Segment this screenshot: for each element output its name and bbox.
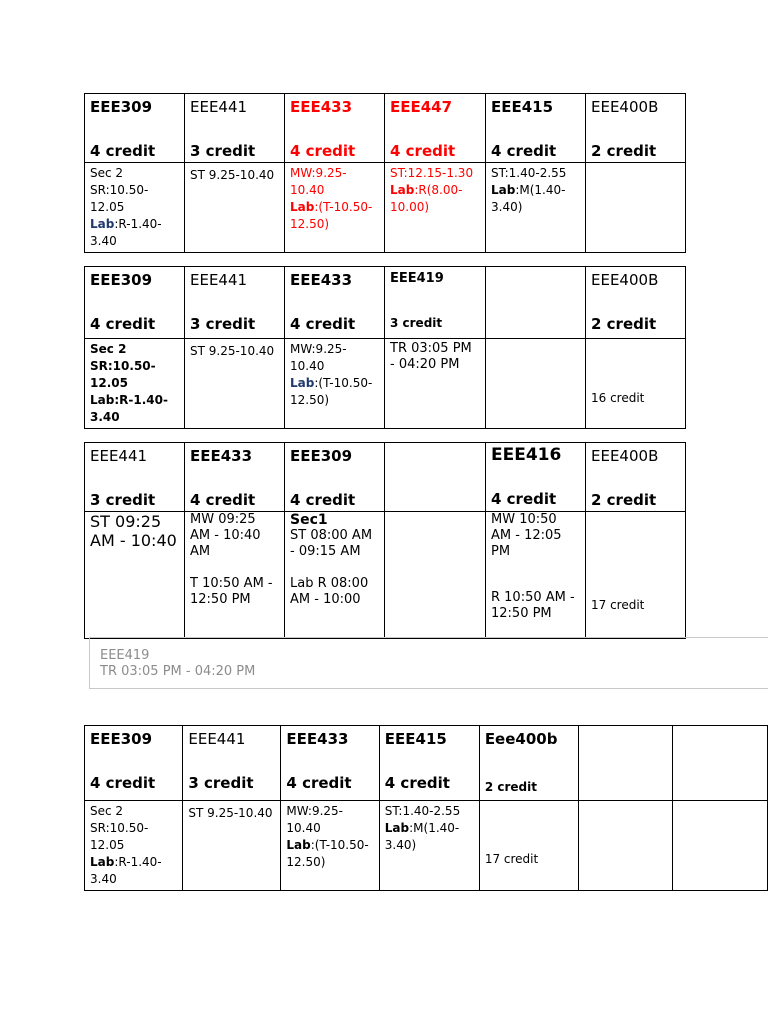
table-header-row [85,726,768,801]
course-credit: 4 credit [290,491,356,509]
schedule-cell [285,512,385,639]
course-code: EEE309 [90,271,153,289]
note-course-time: TR 03:05 PM - 04:20 PM [100,664,256,679]
lab-label: Lab [90,217,115,231]
lab-label: Lab [491,183,516,197]
course-header-cell [673,726,768,801]
lab-time: Lab R 08:00 [290,576,369,591]
lab-time: R 10:50 AM - [491,590,575,605]
schedule-cell [385,512,486,639]
lab-time-end: 12.50) [286,855,326,869]
class-time: MW:9.25- [290,166,347,180]
total-credit: 16 credit [591,391,645,405]
lab-time-end: 3.40 [90,410,120,424]
table-body-row [85,801,768,891]
course-code: EEE433 [290,98,353,116]
course-credit: 4 credit [90,774,156,792]
lab-time: :R-1.40- [114,855,162,869]
class-time-end: 10.40 [290,359,325,373]
course-credit: 3 credit [390,316,443,330]
course-credit: 3 credit [188,774,254,792]
lab-label: Lab [290,376,315,390]
course-header-cell [185,267,285,339]
lab-label: Lab [286,838,311,852]
section-label: Sec 2 [90,166,124,180]
course-credit: 3 credit [190,142,256,160]
schedule-cell [486,163,586,253]
class-time: ST 09:25 [90,512,162,531]
course-header-cell [586,443,686,512]
course-credit: 4 credit [90,142,156,160]
course-code: EEE441 [190,98,248,116]
class-time-mid: AM - 10:40 [190,528,261,543]
class-time-mid: AM - 12:05 [491,528,562,543]
table-body-row [85,163,686,253]
class-time: ST 9.25-10.40 [188,806,273,820]
schedule-cell [85,512,185,639]
course-code: Eee400b [484,730,558,748]
course-code: EEE433 [286,730,349,748]
course-credit: 4 credit [190,491,256,509]
schedule-cell [185,512,285,639]
lab-time-end: 3.40) [491,200,523,214]
course-header-cell [379,726,479,801]
course-code: EEE416 [491,445,562,465]
table-header-row [85,443,686,512]
lab-time-end: 10.00) [390,200,430,214]
lab-time: :M(1.40- [409,821,460,835]
course-code: EEE400B [591,447,659,465]
course-header-cell [385,267,486,339]
note-course-code: EEE419 [100,648,150,663]
class-time-end: AM [190,544,211,559]
lab-time-end: 12.50) [290,393,330,407]
schedule-cell [185,163,285,253]
lab-label: Lab [384,821,410,835]
course-credit: 4 credit [491,142,557,160]
class-time-end: - 09:15 AM [290,544,361,559]
table-header-row [85,267,686,339]
lab-label: Lab [290,200,315,214]
course-header-cell [285,443,385,512]
class-time-end: 10.40 [290,183,325,197]
course-header-cell [85,94,185,163]
schedule-cell [586,339,686,429]
class-time: TR 03:05 PM [390,341,472,356]
lab-time: :R-1.40- [114,217,162,231]
class-time: MW:9.25- [286,804,344,818]
course-code: EEE441 [188,730,246,748]
course-code: EEE433 [290,271,353,289]
schedule-table-1 [84,93,686,253]
section-label: Sec1 [290,512,328,528]
course-header-cell [285,267,385,339]
course-header-cell [185,443,285,512]
course-header-cell [385,94,486,163]
note-box [89,637,768,689]
course-credit: 3 credit [190,315,256,333]
class-time: ST:1.40-2.55 [384,804,461,818]
course-header-cell [385,443,486,512]
lab-time: :(T-10.50- [314,376,373,390]
course-header-cell [578,726,673,801]
course-credit: 4 credit [290,315,356,333]
course-header-cell [281,726,379,801]
schedule-cell [285,339,385,429]
course-header-cell [185,94,285,163]
course-header-cell [183,726,281,801]
lab-time-end: 3.40 [90,234,117,248]
course-credit: 4 credit [491,490,557,508]
course-code: EEE441 [90,447,148,465]
course-header-cell [486,443,586,512]
schedule-cell [385,163,486,253]
course-credit: 2 credit [591,142,657,160]
class-time: ST:12.15-1.30 [390,166,474,180]
schedule-cell [379,801,479,891]
lab-time-end: 3.40) [384,838,417,852]
schedule-cell [578,801,673,891]
course-code: EEE400B [591,271,659,289]
total-credit: 17 credit [484,852,539,866]
course-credit: 2 credit [591,315,657,333]
course-code: EEE447 [390,98,453,116]
course-header-cell [486,267,586,339]
schedule-cell [285,163,385,253]
lab-time-end: AM - 10:00 [290,592,361,607]
course-header-cell [85,443,185,512]
class-time: SR:10.50-12.05 [90,821,149,852]
class-time: SR:10.50-12.05 [90,359,156,390]
schedule-cell [586,512,686,639]
section-label: Sec 2 [90,342,127,356]
schedule-cell [85,163,185,253]
class-time: SR:10.50-12.05 [90,183,149,214]
course-code: EEE309 [90,730,153,748]
lab-time-end: 3.40 [90,872,117,886]
course-code: EEE309 [90,98,153,116]
class-time-end: PM [491,544,511,559]
course-header-cell [479,726,578,801]
lab-label: Lab [390,183,415,197]
course-credit: 3 credit [90,491,156,509]
schedule-table-4 [84,725,768,891]
class-time: ST 9.25-10.40 [190,344,275,358]
lab-time: :(T-10.50- [314,200,373,214]
class-time: MW 10:50 [491,512,557,527]
course-credit: 2 credit [591,491,657,509]
lab-time: :(T-10.50- [310,838,369,852]
schedule-cell [183,801,281,891]
total-credit: 17 credit [591,598,645,612]
schedule-cell [486,339,586,429]
course-header-cell [586,267,686,339]
schedule-table-3 [84,442,686,639]
course-code: EEE433 [190,447,253,465]
table-body-row [85,339,686,429]
course-code: EEE415 [384,730,447,748]
course-header-cell [486,94,586,163]
course-code: EEE400B [591,98,659,116]
course-credit: 4 credit [286,774,352,792]
class-time: ST 08:00 AM [290,528,373,543]
course-code: EEE309 [290,447,353,465]
schedule-cell [385,339,486,429]
class-time: ST 9.25-10.40 [190,168,275,182]
schedule-cell [185,339,285,429]
class-time-end: AM - 10:40 [90,531,177,550]
lab-time-end: 12.50) [290,217,330,231]
lab-time-end: 12:50 PM [190,592,251,607]
lab-time: Lab:R-1.40- [90,393,168,407]
schedule-table-2 [84,266,686,429]
schedule-cell [486,512,586,639]
lab-time: :R(8.00- [414,183,463,197]
table-body-row [85,512,686,639]
lab-time: T 10:50 AM - [190,576,273,591]
class-time-end: - 04:20 PM [390,357,460,372]
course-credit: 2 credit [484,780,537,794]
lab-time: :M(1.40- [515,183,566,197]
lab-label: Lab [90,855,115,869]
class-time-end: 10.40 [286,821,321,835]
course-header-cell [285,94,385,163]
schedule-cell [479,801,578,891]
course-code: EEE415 [491,98,554,116]
course-credit: 4 credit [290,142,356,160]
course-header-cell [85,726,183,801]
course-code: EEE419 [390,271,444,286]
schedule-cell [673,801,768,891]
course-credit: 4 credit [90,315,156,333]
course-code: EEE441 [190,271,248,289]
schedule-cell [85,801,183,891]
course-credit: 4 credit [390,142,456,160]
schedule-cell [586,163,686,253]
class-time: MW:9.25- [290,342,347,356]
course-header-cell [586,94,686,163]
section-label: Sec 2 [90,804,124,818]
table-header-row [85,94,686,163]
schedule-cell [85,339,185,429]
course-header-cell [85,267,185,339]
schedule-cell [281,801,379,891]
class-time: ST:1.40-2.55 [491,166,567,180]
course-credit: 4 credit [384,774,450,792]
lab-time-end: 12:50 PM [491,606,552,621]
class-time: MW 09:25 [190,512,256,527]
